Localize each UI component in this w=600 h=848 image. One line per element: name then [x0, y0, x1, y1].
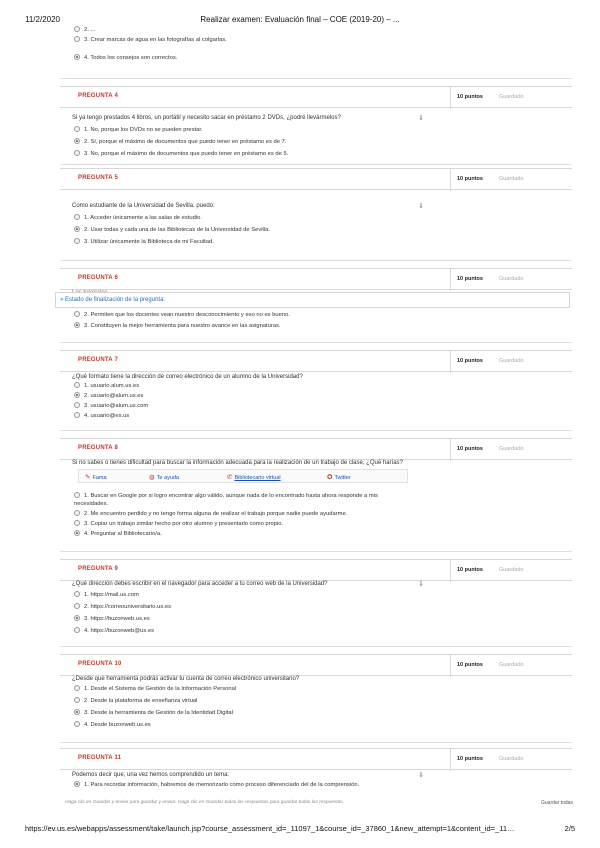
- twitter-icon: ✪: [327, 474, 333, 481]
- q8-option-4[interactable]: 4. Preguntar al Bibliotecario/a.: [74, 530, 162, 538]
- radio-button[interactable]: [74, 412, 80, 418]
- exam-content: [60, 26, 572, 810]
- saved-status: Guardado: [499, 567, 524, 573]
- chat-icon: ✆: [227, 474, 233, 481]
- q10-option-3[interactable]: 3. Desde la herramienta de Gestión de la Identidad Digital: [74, 709, 233, 717]
- points-label: 10 puntos: [457, 662, 483, 668]
- question-11: [60, 748, 572, 788]
- q8-option-2[interactable]: 2. Me encuentro perdido y no tengo forma alguna de realizar el trabajo porque nadie puede ayudarme.: [74, 510, 347, 518]
- radio-button[interactable]: [74, 238, 80, 244]
- save-instructions: Haga clic en Guardar y enviar para guardar y enviar. Haga clic en Guardar todas las respuestas para guardar todas las respuestas.: [65, 800, 344, 805]
- points-box: [450, 351, 572, 373]
- saved-status: Guardado: [499, 756, 524, 762]
- link-twitter[interactable]: ✪ Twitter: [327, 474, 351, 481]
- q9-option-3[interactable]: 3. https://buzonweb.us.es: [74, 615, 150, 623]
- points-label: 10 puntos: [457, 756, 483, 762]
- radio-button[interactable]: [74, 402, 80, 408]
- saved-status: Guardado: [499, 176, 524, 182]
- points-box: [450, 269, 572, 291]
- q10-option-2[interactable]: 2. Desde la plataforma de enseñanza virtual: [74, 697, 197, 705]
- points-box: [450, 560, 572, 582]
- radio-button[interactable]: [74, 150, 80, 156]
- radio-button-checked[interactable]: [74, 138, 80, 144]
- radio-button[interactable]: [74, 36, 80, 42]
- question-10: [60, 654, 572, 728]
- separator: [60, 260, 572, 261]
- question-label: PREGUNTA 8: [78, 445, 119, 451]
- page-number: 2/5: [564, 824, 575, 833]
- completion-status-link[interactable]: » Estado de finalización de la pregunta:: [60, 297, 166, 303]
- print-date: 11/2/2020: [25, 15, 60, 24]
- radio-button[interactable]: [74, 126, 80, 132]
- q3-option-4[interactable]: 4. Todos los consejos son correctos.: [74, 54, 177, 62]
- q3-partial-option[interactable]: 2. ...: [74, 26, 95, 34]
- q5-option-2[interactable]: 2. Usar todas y cada una de las Bibliotecas de la Universidad de Sevilla.: [74, 226, 270, 234]
- attachment-icon[interactable]: ⇓: [418, 581, 424, 588]
- question-text: Podemos decir que, una vez hemos comprendido un tema:: [72, 772, 230, 778]
- question-header: [60, 86, 572, 108]
- question-header: [60, 654, 572, 676]
- question-header: [60, 559, 572, 581]
- question-5: [60, 168, 572, 245]
- question-text: Si no sabes o tienes dificultad para buscar la información adecuada para la realización de un trabajo de clase, ¿Qué harías?: [72, 460, 403, 466]
- question-text: ¿Qué dirección debes escribir en el navegador para acceder a tu correo web de la Universidad?: [72, 581, 328, 587]
- attachment-icon[interactable]: ⇓: [418, 203, 424, 210]
- question-label: PREGUNTA 9: [78, 566, 119, 572]
- question-header: [60, 168, 572, 190]
- q9-option-4[interactable]: 4. https://buzonweb@us.es: [74, 627, 154, 635]
- question-label: PREGUNTA 4: [78, 93, 119, 99]
- q7-option-2[interactable]: 2. usuario@alum.us.es: [74, 392, 143, 400]
- q9-option-1[interactable]: 1. https://mail.us.com: [74, 591, 139, 599]
- question-text: ¿Desde que herramienta podrás activar tu cuenta de correo electrónico universitario?: [72, 676, 300, 682]
- separator: [60, 551, 572, 552]
- q8-option-3[interactable]: 3. Copiar un trabajo similar hecho por otro alumno y presentarlo como propio.: [74, 520, 283, 528]
- question-text: ¿Qué formato tiene la dirección de correo electrónico de un alumno de la Universidad?: [72, 374, 303, 380]
- q5-option-3[interactable]: 3. Utilizar únicamente la Biblioteca de mi Facultad.: [74, 238, 214, 246]
- question-label: PREGUNTA 11: [78, 755, 122, 761]
- radio-button[interactable]: [74, 26, 80, 32]
- separator: [60, 78, 572, 79]
- q6-option-2[interactable]: 2. Permiten que los docentes vean nuestro desconocimiento y eso no es bueno.: [74, 311, 290, 319]
- link-bibliotecario-virtual[interactable]: ✆ Bibliotecario virtual: [227, 474, 281, 481]
- points-box: [450, 87, 572, 109]
- attachment-icon[interactable]: ⇓: [418, 115, 424, 122]
- q8-option-1[interactable]: 1. Buscar en Google por si logro encontrar algo válido, aunque nada de lo encontrado hasta ahora responde a mis necesidades.: [74, 493, 378, 507]
- q10-option-1[interactable]: 1. Desde el Sistema de Gestión de la Información Personal: [74, 685, 236, 693]
- q6-option-3[interactable]: 3. Constituyen la mejor herramienta para nuestro avance en las asignaturas.: [74, 322, 281, 330]
- radio-button[interactable]: [74, 627, 80, 633]
- link-fama[interactable]: ✎ Fama: [85, 474, 107, 481]
- saved-status: Guardado: [499, 446, 524, 452]
- question-text: Si ya tengo prestados 4 libros, un portátil y necesito sacar en préstamo 2 DVDs, ¿podré llevármelos?: [72, 115, 341, 121]
- radio-button[interactable]: [74, 721, 80, 727]
- q4-option-2[interactable]: 2. Sí, porque el máximo de documentos que puedo tener en préstamo es de 7.: [74, 138, 286, 146]
- separator: [60, 342, 572, 343]
- radio-button-checked[interactable]: [74, 615, 80, 621]
- question-label: PREGUNTA 7: [78, 357, 119, 363]
- completion-status-bar[interactable]: [55, 292, 570, 308]
- radio-button[interactable]: [74, 697, 80, 703]
- question-label: PREGUNTA 5: [78, 175, 119, 181]
- question-header: [60, 438, 572, 460]
- q10-option-4[interactable]: 4. Desde buzonweb.us.es: [74, 721, 151, 729]
- save-all-button[interactable]: Guardar todas: [541, 800, 573, 806]
- points-box: [450, 749, 572, 771]
- radio-button[interactable]: [74, 214, 80, 220]
- q7-option-1[interactable]: 1. usuario.alum.us.es: [74, 382, 139, 390]
- attachment-icon[interactable]: ⇓: [418, 772, 424, 779]
- points-label: 10 puntos: [457, 176, 483, 182]
- radio-button-checked[interactable]: [74, 530, 80, 536]
- points-label: 10 puntos: [457, 446, 483, 452]
- q9-option-2[interactable]: 2. https://correouniversitario.us.es: [74, 603, 171, 611]
- q4-option-3[interactable]: 3. No, porque el máximo de documentos que puedo tener en préstamo es de 5.: [74, 150, 288, 158]
- q3-option-3[interactable]: 3. Crear marcas de agua en las fotografías al colgarlas.: [74, 36, 227, 44]
- points-label: 10 puntos: [457, 567, 483, 573]
- radio-button[interactable]: [74, 603, 80, 609]
- question-header: [60, 268, 572, 290]
- print-url: https://ev.us.es/webapps/assessment/take/launch.jsp?course_assessment_id=_11097_1&course_id=_37860_1&new_attempt=1&content_id=_11…: [25, 824, 515, 833]
- q7-option-3[interactable]: 3. usuario@alum.us.com: [74, 402, 148, 410]
- document-title: Realizar examen: Evaluación final – COE (2019-20) – ...: [200, 15, 400, 24]
- q5-option-1[interactable]: 1. Acceder únicamente a las salas de estudio.: [74, 214, 202, 222]
- radio-button-checked[interactable]: [74, 392, 80, 398]
- question-7: [60, 350, 572, 419]
- question-text: Como estudiante de la Universidad de Sevilla, puedo:: [72, 203, 215, 209]
- points-label: 10 puntos: [457, 276, 483, 282]
- question-4: [60, 86, 572, 157]
- radio-button-checked[interactable]: [74, 54, 80, 60]
- separator: [60, 164, 572, 165]
- radio-button[interactable]: [74, 591, 80, 597]
- radio-button[interactable]: [74, 492, 80, 498]
- saved-status: Guardado: [499, 358, 524, 364]
- link-te-ayuda[interactable]: ◍ Te ayuda: [149, 474, 179, 481]
- q7-option-4[interactable]: 4. usuario@es.us: [74, 412, 129, 420]
- points-label: 10 puntos: [457, 94, 483, 100]
- radio-button-checked[interactable]: [74, 226, 80, 232]
- separator: [60, 742, 572, 743]
- separator: [60, 646, 572, 647]
- points-box: [450, 439, 572, 461]
- help-icon: ◍: [149, 474, 155, 481]
- q4-option-1[interactable]: 1. No, porque los DVDs no se pueden prestar.: [74, 126, 203, 134]
- print-footer: [25, 824, 575, 836]
- help-links-strip: [78, 469, 408, 483]
- radio-button[interactable]: [74, 685, 80, 691]
- radio-button[interactable]: [74, 510, 80, 516]
- saved-status: Guardado: [499, 662, 524, 668]
- fama-logo-icon: ✎: [85, 474, 91, 481]
- points-box: [450, 169, 572, 191]
- question-header: [60, 748, 572, 770]
- radio-button-checked[interactable]: [74, 781, 80, 787]
- saved-status: Guardado: [499, 276, 524, 282]
- q11-option-1[interactable]: 1. Para recordar información, habremos de memorizarlo como proceso diferenciado del de la comprensión.: [74, 781, 359, 789]
- question-label: PREGUNTA 10: [78, 661, 122, 667]
- question-header: [60, 350, 572, 372]
- question-9: [60, 559, 572, 634]
- radio-button[interactable]: [74, 382, 80, 388]
- radio-button-checked[interactable]: [74, 709, 80, 715]
- question-label: PREGUNTA 6: [78, 275, 119, 281]
- points-box: [450, 655, 572, 677]
- radio-button[interactable]: [74, 520, 80, 526]
- radio-button-checked[interactable]: [74, 322, 80, 328]
- saved-status: Guardado: [499, 94, 524, 100]
- radio-button[interactable]: [74, 311, 80, 317]
- separator: [60, 430, 572, 431]
- points-label: 10 puntos: [457, 358, 483, 364]
